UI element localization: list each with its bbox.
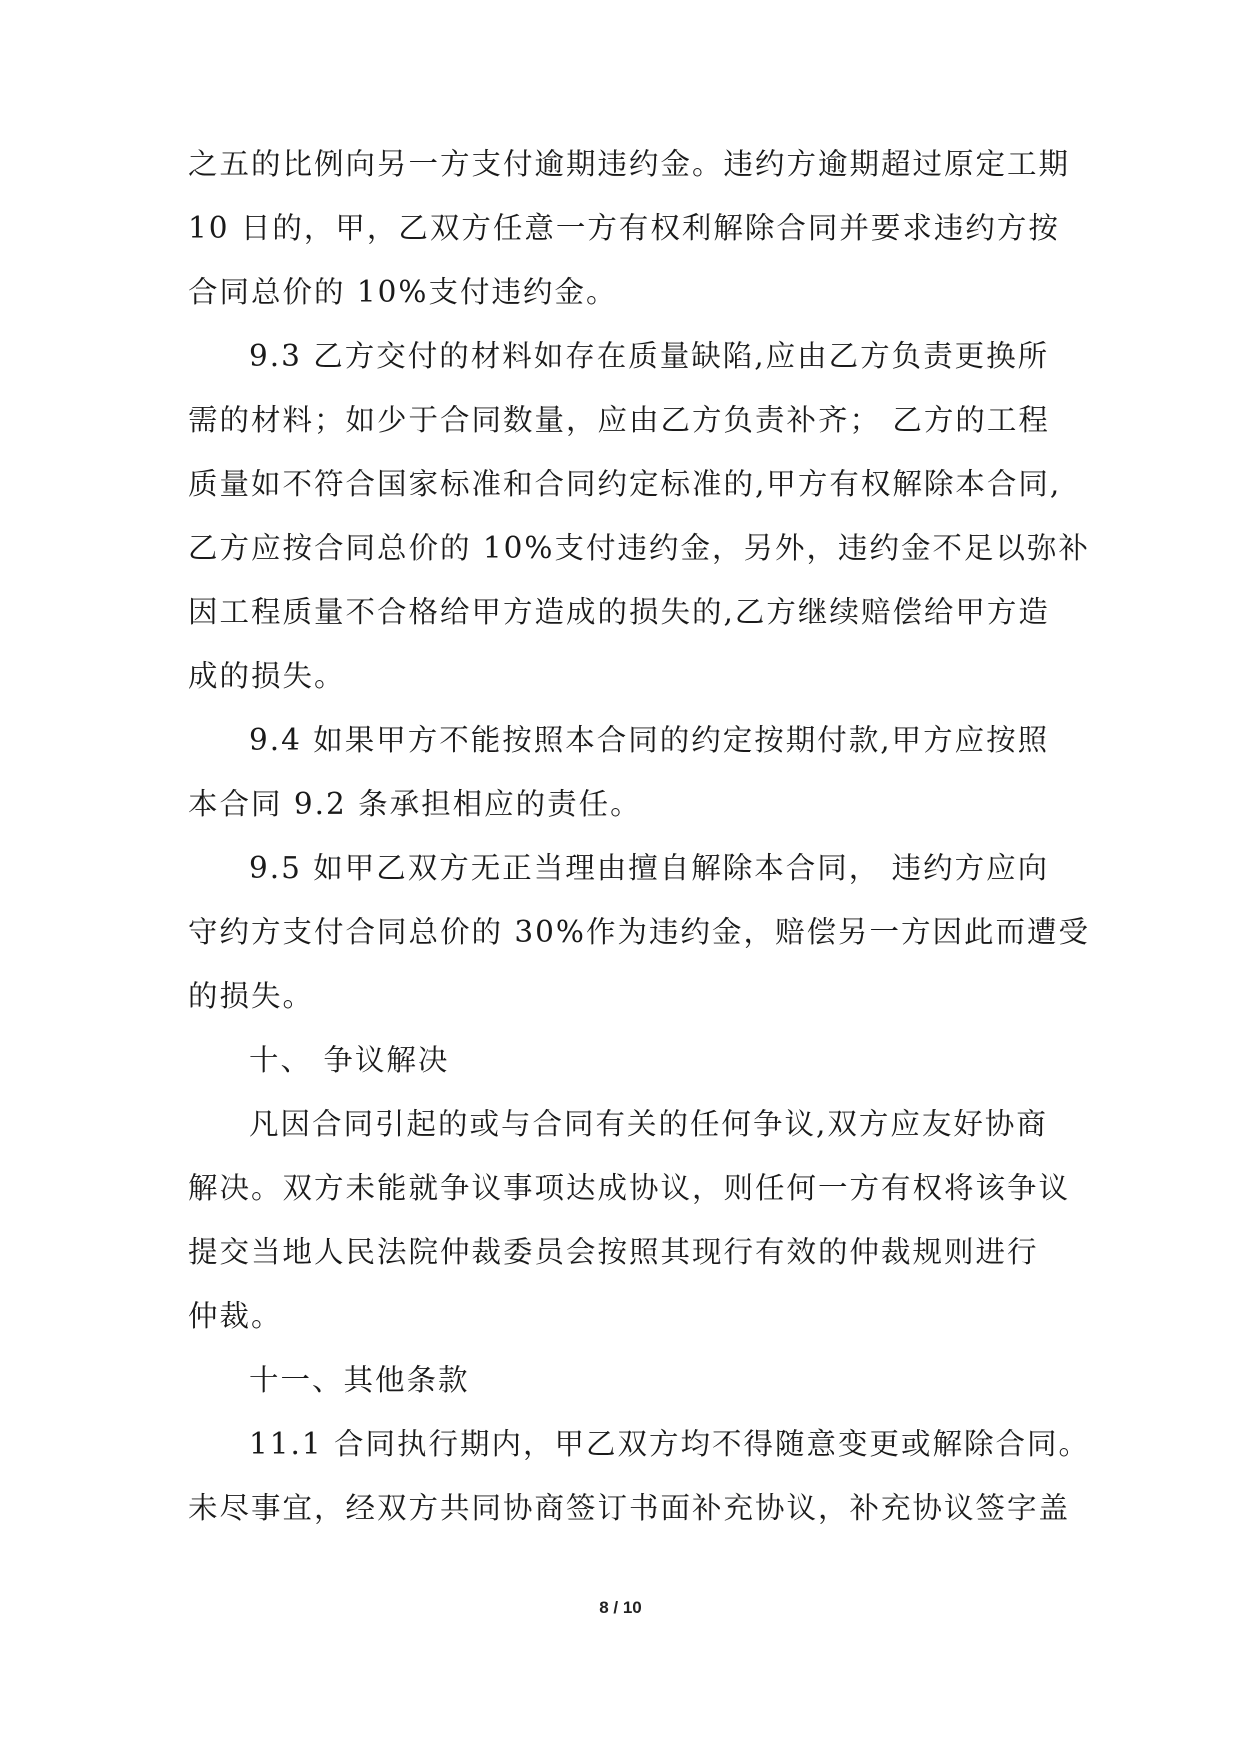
dispute-paragraph-first-line: 凡因合同引起的或与合同有关的任何争议,双方应友好协商 [249,1107,1048,1141]
text-line: 之五的比例向另一方支付逾期违约金。违约方逾期超过原定工期 [188,147,1071,181]
text-line: 提交当地人民法院仲裁委员会按照其现行有效的仲裁规则进行 [188,1235,1039,1269]
text-line: 合同总价的 10%支付违约金。 [188,275,618,309]
text-line: 需的材料；如少于合同数量，应由乙方负责补齐； 乙方的工程 [188,403,1050,437]
text-line: 的损失。 [188,979,315,1013]
text-line: 守约方支付合同总价的 30%作为违约金，赔偿另一方因此而遭受 [188,915,1090,949]
text-line: 本合同 9.2 条承担相应的责任。 [188,787,642,821]
clause-9-4-first-line: 9.4 如果甲方不能按照本合同的约定按期付款,甲方应按照 [249,723,1050,757]
page-number: 8 / 10 [599,1598,642,1617]
text-line: 仲裁。 [188,1299,283,1333]
text-line: 10 日的，甲，乙双方任意一方有权利解除合同并要求违约方按 [188,211,1060,245]
text-line: 解决。双方未能就争议事项达成协议，则任何一方有权将该争议 [188,1171,1071,1205]
text-line: 未尽事宜，经双方共同协商签订书面补充协议，补充协议签字盖 [188,1491,1071,1525]
text-line: 成的损失。 [188,659,346,693]
clause-9-3-first-line: 9.3 乙方交付的材料如存在质量缺陷,应由乙方负责更换所 [249,339,1050,373]
text-line: 因工程质量不合格给甲方造成的损失的,乙方继续赔偿给甲方造 [188,595,1050,629]
text-line: 乙方应按合同总价的 10%支付违约金，另外，违约金不足以弥补 [188,531,1090,565]
clause-9-5-first-line: 9.5 如甲乙双方无正当理由擅自解除本合同， 违约方应向 [249,851,1050,885]
section-heading-dispute-resolution: 十、 争议解决 [249,1043,450,1077]
clause-11-1-first-line: 11.1 合同执行期内，甲乙双方均不得随意变更或解除合同。 [249,1427,1091,1461]
section-heading-other-terms: 十一、其他条款 [249,1363,470,1397]
text-line: 质量如不符合国家标准和合同约定标准的,甲方有权解除本合同, [188,467,1062,501]
